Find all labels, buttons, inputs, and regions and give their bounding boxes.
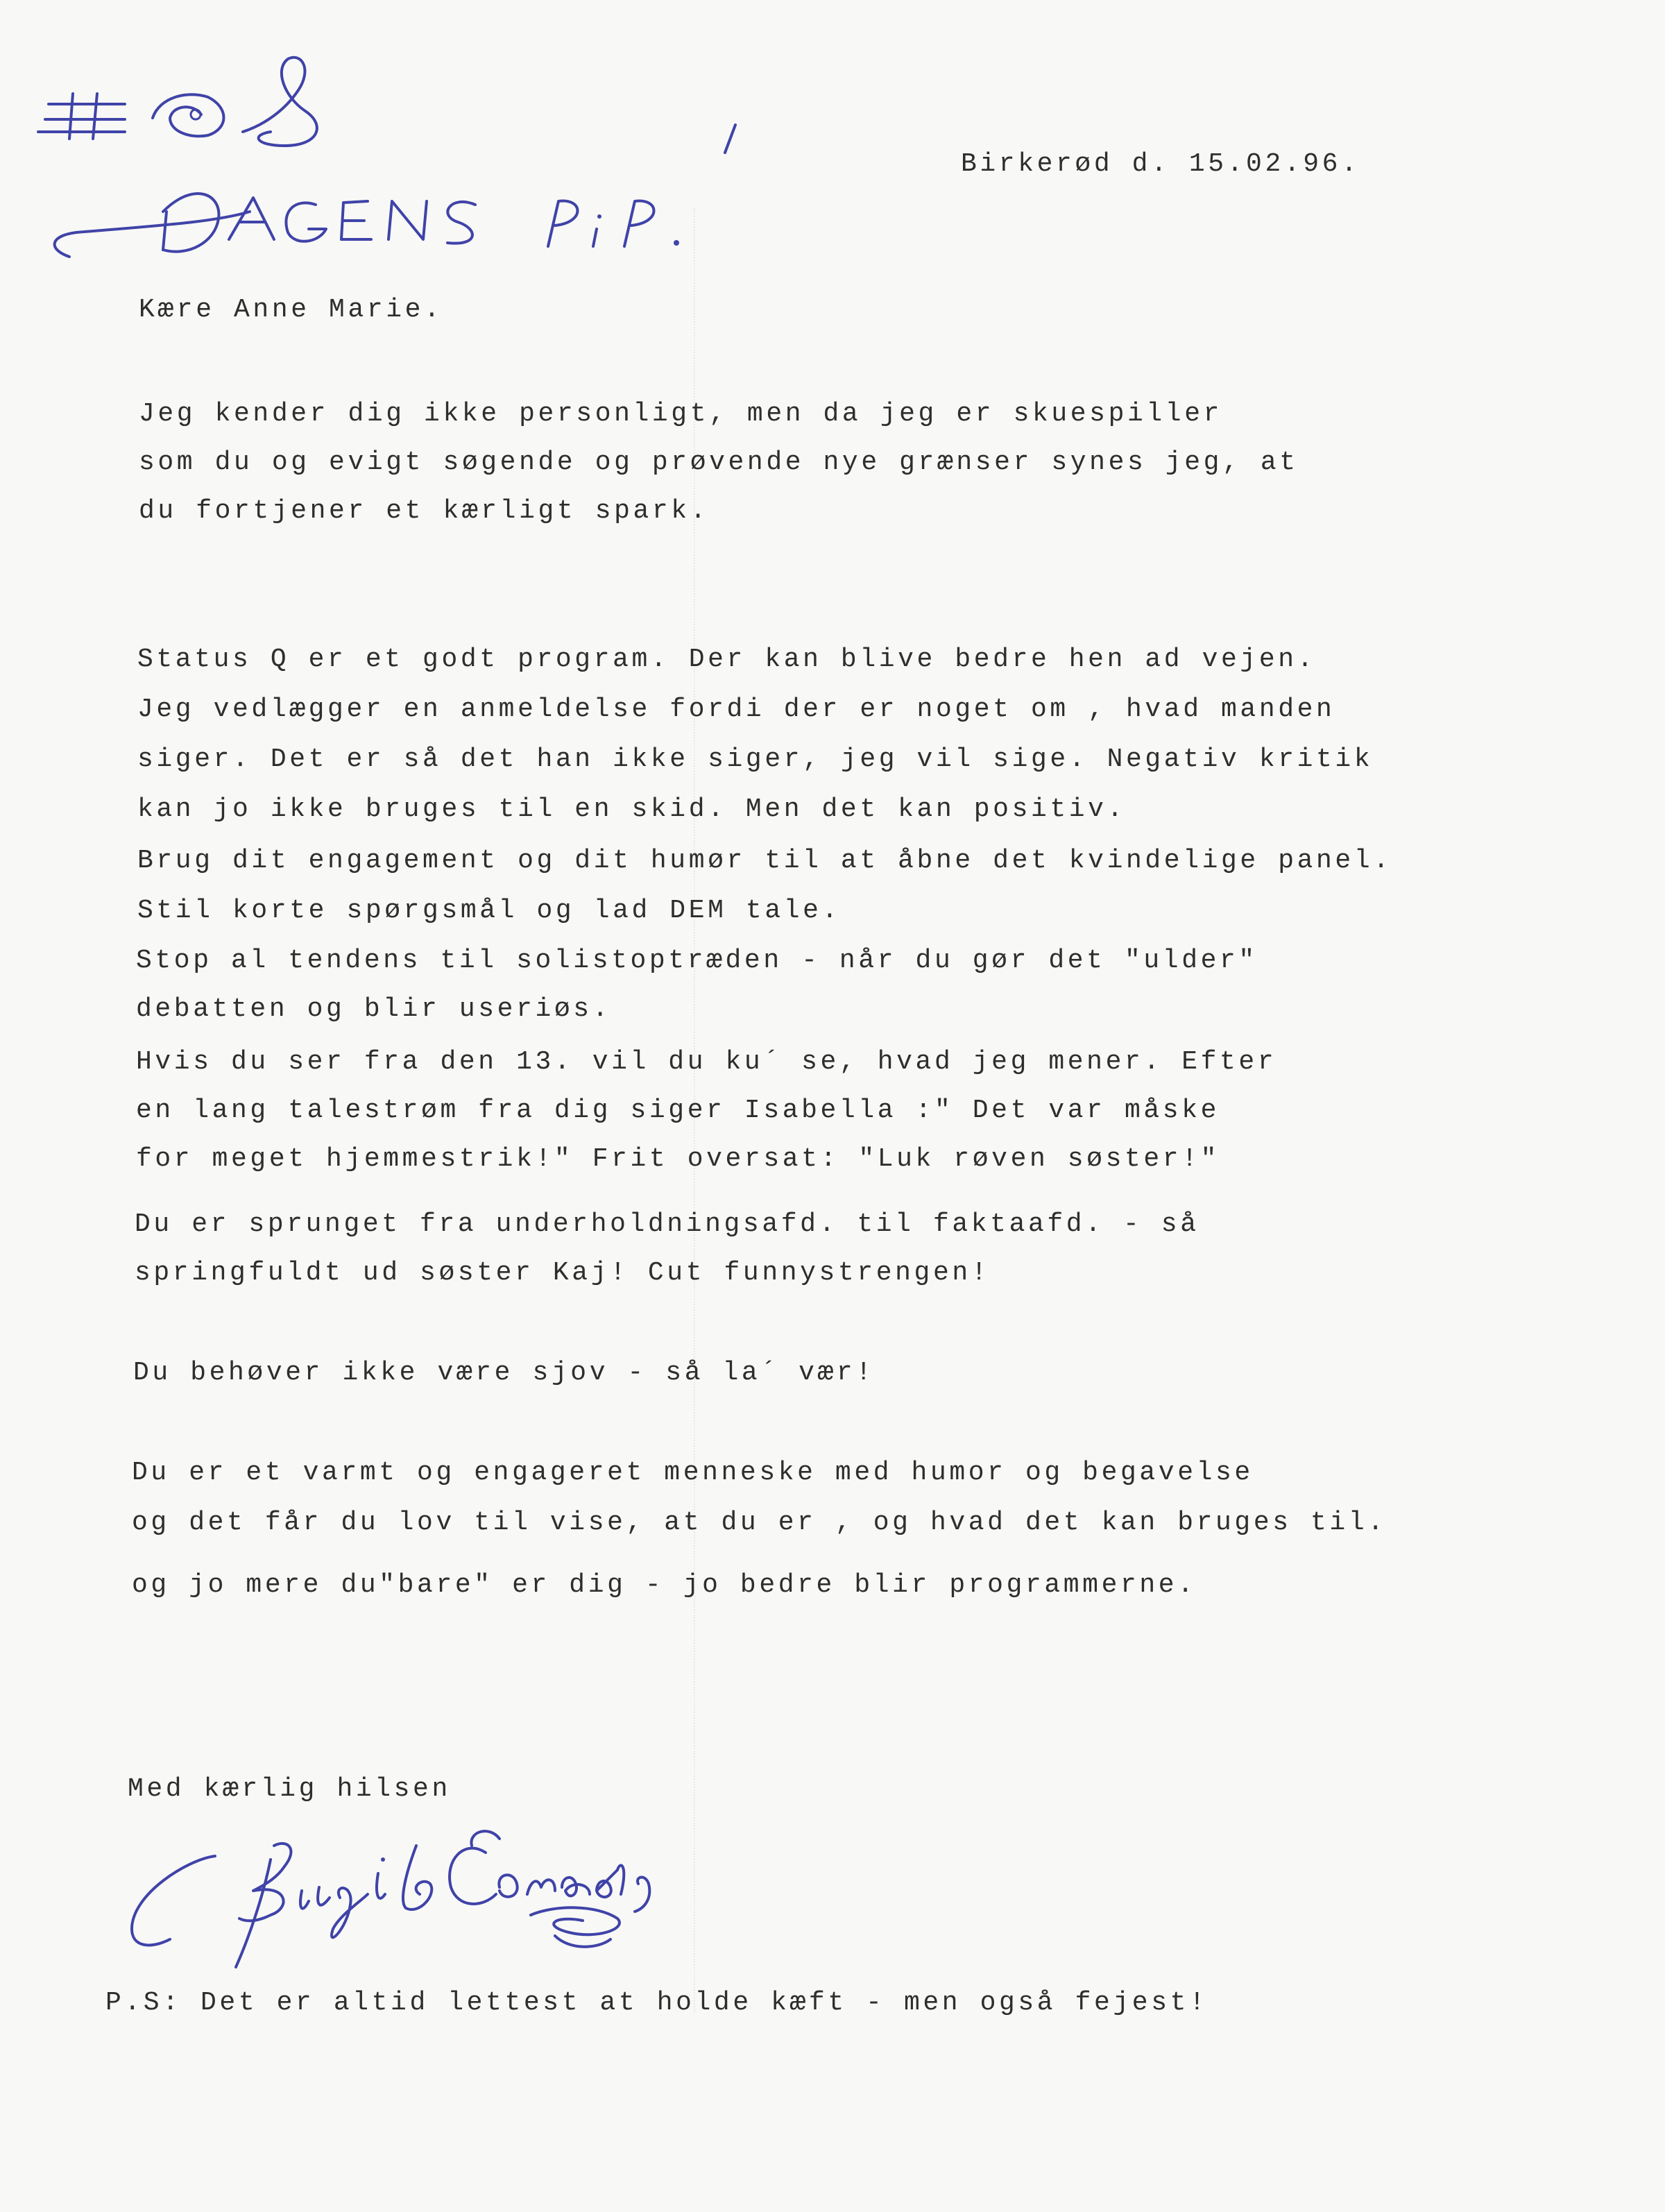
text-line: Jeg vedlægger en anmeldelse fordi der er noget om , hvad manden	[137, 695, 1335, 724]
text-line: som du og evigt søgende og prøvende nye grænser synes jeg, at	[139, 448, 1299, 477]
text-line: Du er et varmt og engageret menneske med humor og begavelse	[132, 1458, 1254, 1488]
salutation: Kære Anne Marie.	[139, 295, 443, 325]
text-line: Jeg kender dig ikke personligt, men da jeg er skuespiller	[139, 399, 1223, 429]
handwritten-annotation	[21, 28, 749, 250]
text-line: Brug dit engagement og dit humør til at åbne det kvindelige panel.	[137, 846, 1392, 876]
text-line: for meget hjemmestrik!" Frit oversat: "Luk røven søster!"	[136, 1144, 1220, 1174]
text-line: du fortjener et kærligt spark.	[139, 496, 710, 526]
text-line: Stil korte spørgsmål og lad DEM tale.	[137, 896, 841, 926]
closing: Med kærlig hilsen	[128, 1774, 451, 1804]
text-line: springfuldt ud søster Kaj! Cut funnystrengen!	[135, 1258, 991, 1288]
text-line: debatten og blir useriøs.	[136, 994, 612, 1024]
text-line: siger. Det er så det han ikke siger, jeg vil sige. Negativ kritik	[137, 745, 1374, 774]
text-line: Du er sprunget fra underholdningsafd. til faktaafd. - så	[135, 1209, 1199, 1239]
text-line: og jo mere du"bare" er dig - jo bedre blir programmerne.	[132, 1570, 1197, 1600]
text-line: Stop al tendens til solistoptræden - når du gør det "ulder"	[136, 946, 1258, 976]
text-line: kan jo ikke bruges til en skid. Men det kan positiv.	[137, 794, 1126, 824]
text-line: en lang talestrøm fra dig siger Isabella :" Det var måske	[136, 1096, 1220, 1125]
text-line: og det får du lov til vise, at du er , og hvad det kan bruges til.	[132, 1508, 1387, 1538]
signature	[111, 1818, 846, 1984]
text-line: Hvis du ser fra den 13. vil du ku´ se, hvad jeg mener. Efter	[136, 1047, 1277, 1077]
place-date: Birkerød d. 15.02.96.	[961, 149, 1360, 179]
text-line: Du behøver ikke være sjov - så la´ vær!	[133, 1358, 875, 1388]
text-line: Status Q er et godt program. Der kan blive bedre hen ad vejen.	[137, 645, 1317, 674]
postscript: P.S: Det er altid lettest at holde kæft - men også fejest!	[105, 1988, 1209, 2018]
